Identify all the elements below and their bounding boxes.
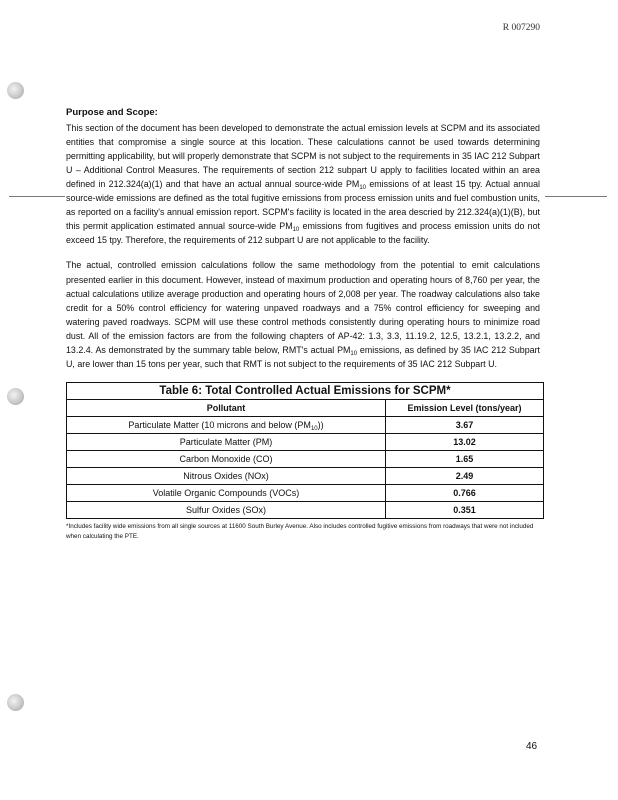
emission-value-cell: 13.02 bbox=[386, 433, 544, 450]
punch-hole-top bbox=[7, 82, 24, 99]
emission-value-cell: 0.766 bbox=[386, 485, 544, 502]
table-row bbox=[67, 485, 543, 502]
pollutant-cell: Volatile Organic Compounds (VOCs) bbox=[67, 485, 386, 502]
table-row bbox=[67, 502, 543, 519]
emission-value-cell: 1.65 bbox=[386, 451, 544, 468]
table-row bbox=[67, 451, 543, 468]
scan-line-left bbox=[9, 196, 65, 197]
pollutant-cell: Carbon Monoxide (CO) bbox=[67, 451, 386, 468]
paragraph-methodology: The actual, controlled emission calculations follow the same methodology from the potential to emit calculations presented earlier in this document. However, instead of maximum production and operating hours of 8,760 per year, the actual calculations utilize average production and operating hours of 2,008 per year. The roadway calculations also take credit for a 50% control efficiency for watering unpaved roadways and a 75% control efficiency for sweeping and watering paved roadways. SCPM will use these control methods consistently during operating hours to minimize road dust. All of the emission factors are from the following chapters of AP-42: 1.3, 3.3, 11.19.2, 12.5, 13.2.1, 13.2.2, and 13.2.4. As demonstrated by the summary table below, RMT's actual $PM_{10}$ emissions, as defined by 35 IAC 212 Subpart U, are lower than 15 tons per year, such that RMT is not subject to the requirements of 35 IAC 212 Subpart U. bbox=[66, 260, 540, 369]
emission-value-cell: 0.351 bbox=[386, 502, 544, 519]
paragraph-purpose: This section of the document has been developed to demonstrate the actual emission levels at SCPM and its associated entities that compromise a single source at this location. These calculations cannot be used towards determining permitting applicability, but will properly demonstrate that SCPM is not subject to the requirements in 35 IAC 212 Subpart U – Additional Control Measures. The requirements of section 212 subpart U apply to facilities located within an area defined in 212.324(a)(1) and that have an actual annual source-wide $PM_{10}$ emissions of at least 15 tpy. Actual annual source-wide emissions are defined as the total fugitive emissions from process emission units and fuel combustion units, as reported on a facility's annual emission report. SCPM's facility is located in the area descried by 212.324(a)(1)(B), but this permit application estimated annual source-wide $PM_{10}$ emissions from fugitives and process emission units do not exceed 15 tpy. Therefore, the requirements of 212 subpart U are not applicable to the facility. bbox=[66, 123, 541, 246]
emissions-table bbox=[66, 382, 544, 519]
pollutant-cell: Nitrous Oxides (NOx) bbox=[67, 468, 386, 485]
pollutant-cell: Particulate Matter (PM) bbox=[67, 433, 386, 450]
punch-hole-middle bbox=[7, 388, 24, 405]
punch-hole-bottom bbox=[7, 694, 24, 711]
emission-value-cell: 3.67 bbox=[386, 416, 544, 433]
table-row bbox=[67, 468, 543, 485]
emission-value-cell: 2.49 bbox=[386, 468, 544, 485]
document-body bbox=[66, 106, 540, 542]
table-title: Table 6: Total Controlled Actual Emissions for SCPM* bbox=[67, 383, 543, 400]
bates-number: R 007290 bbox=[502, 23, 540, 33]
pollutant-cell: Particulate Matter (10 microns and below $(PM_{10})$) bbox=[67, 416, 386, 433]
section-heading: Purpose and Scope: bbox=[66, 107, 158, 118]
table-row bbox=[67, 433, 543, 450]
pollutant-cell: Sulfur Oxides (SOx) bbox=[67, 502, 386, 519]
page-number: 46 bbox=[526, 741, 538, 752]
column-header-emission-level: Emission Level (tons/year) bbox=[386, 400, 544, 417]
column-header-pollutant: Pollutant bbox=[67, 400, 386, 417]
scan-line-right bbox=[545, 196, 607, 197]
table-footnote: *Includes facility wide emissions from all single sources at 11600 South Burley Avenue. Also includes controlled fugitive emissions from roadways that were not included when calculating the PTE. bbox=[66, 523, 534, 541]
table-row bbox=[67, 416, 543, 433]
